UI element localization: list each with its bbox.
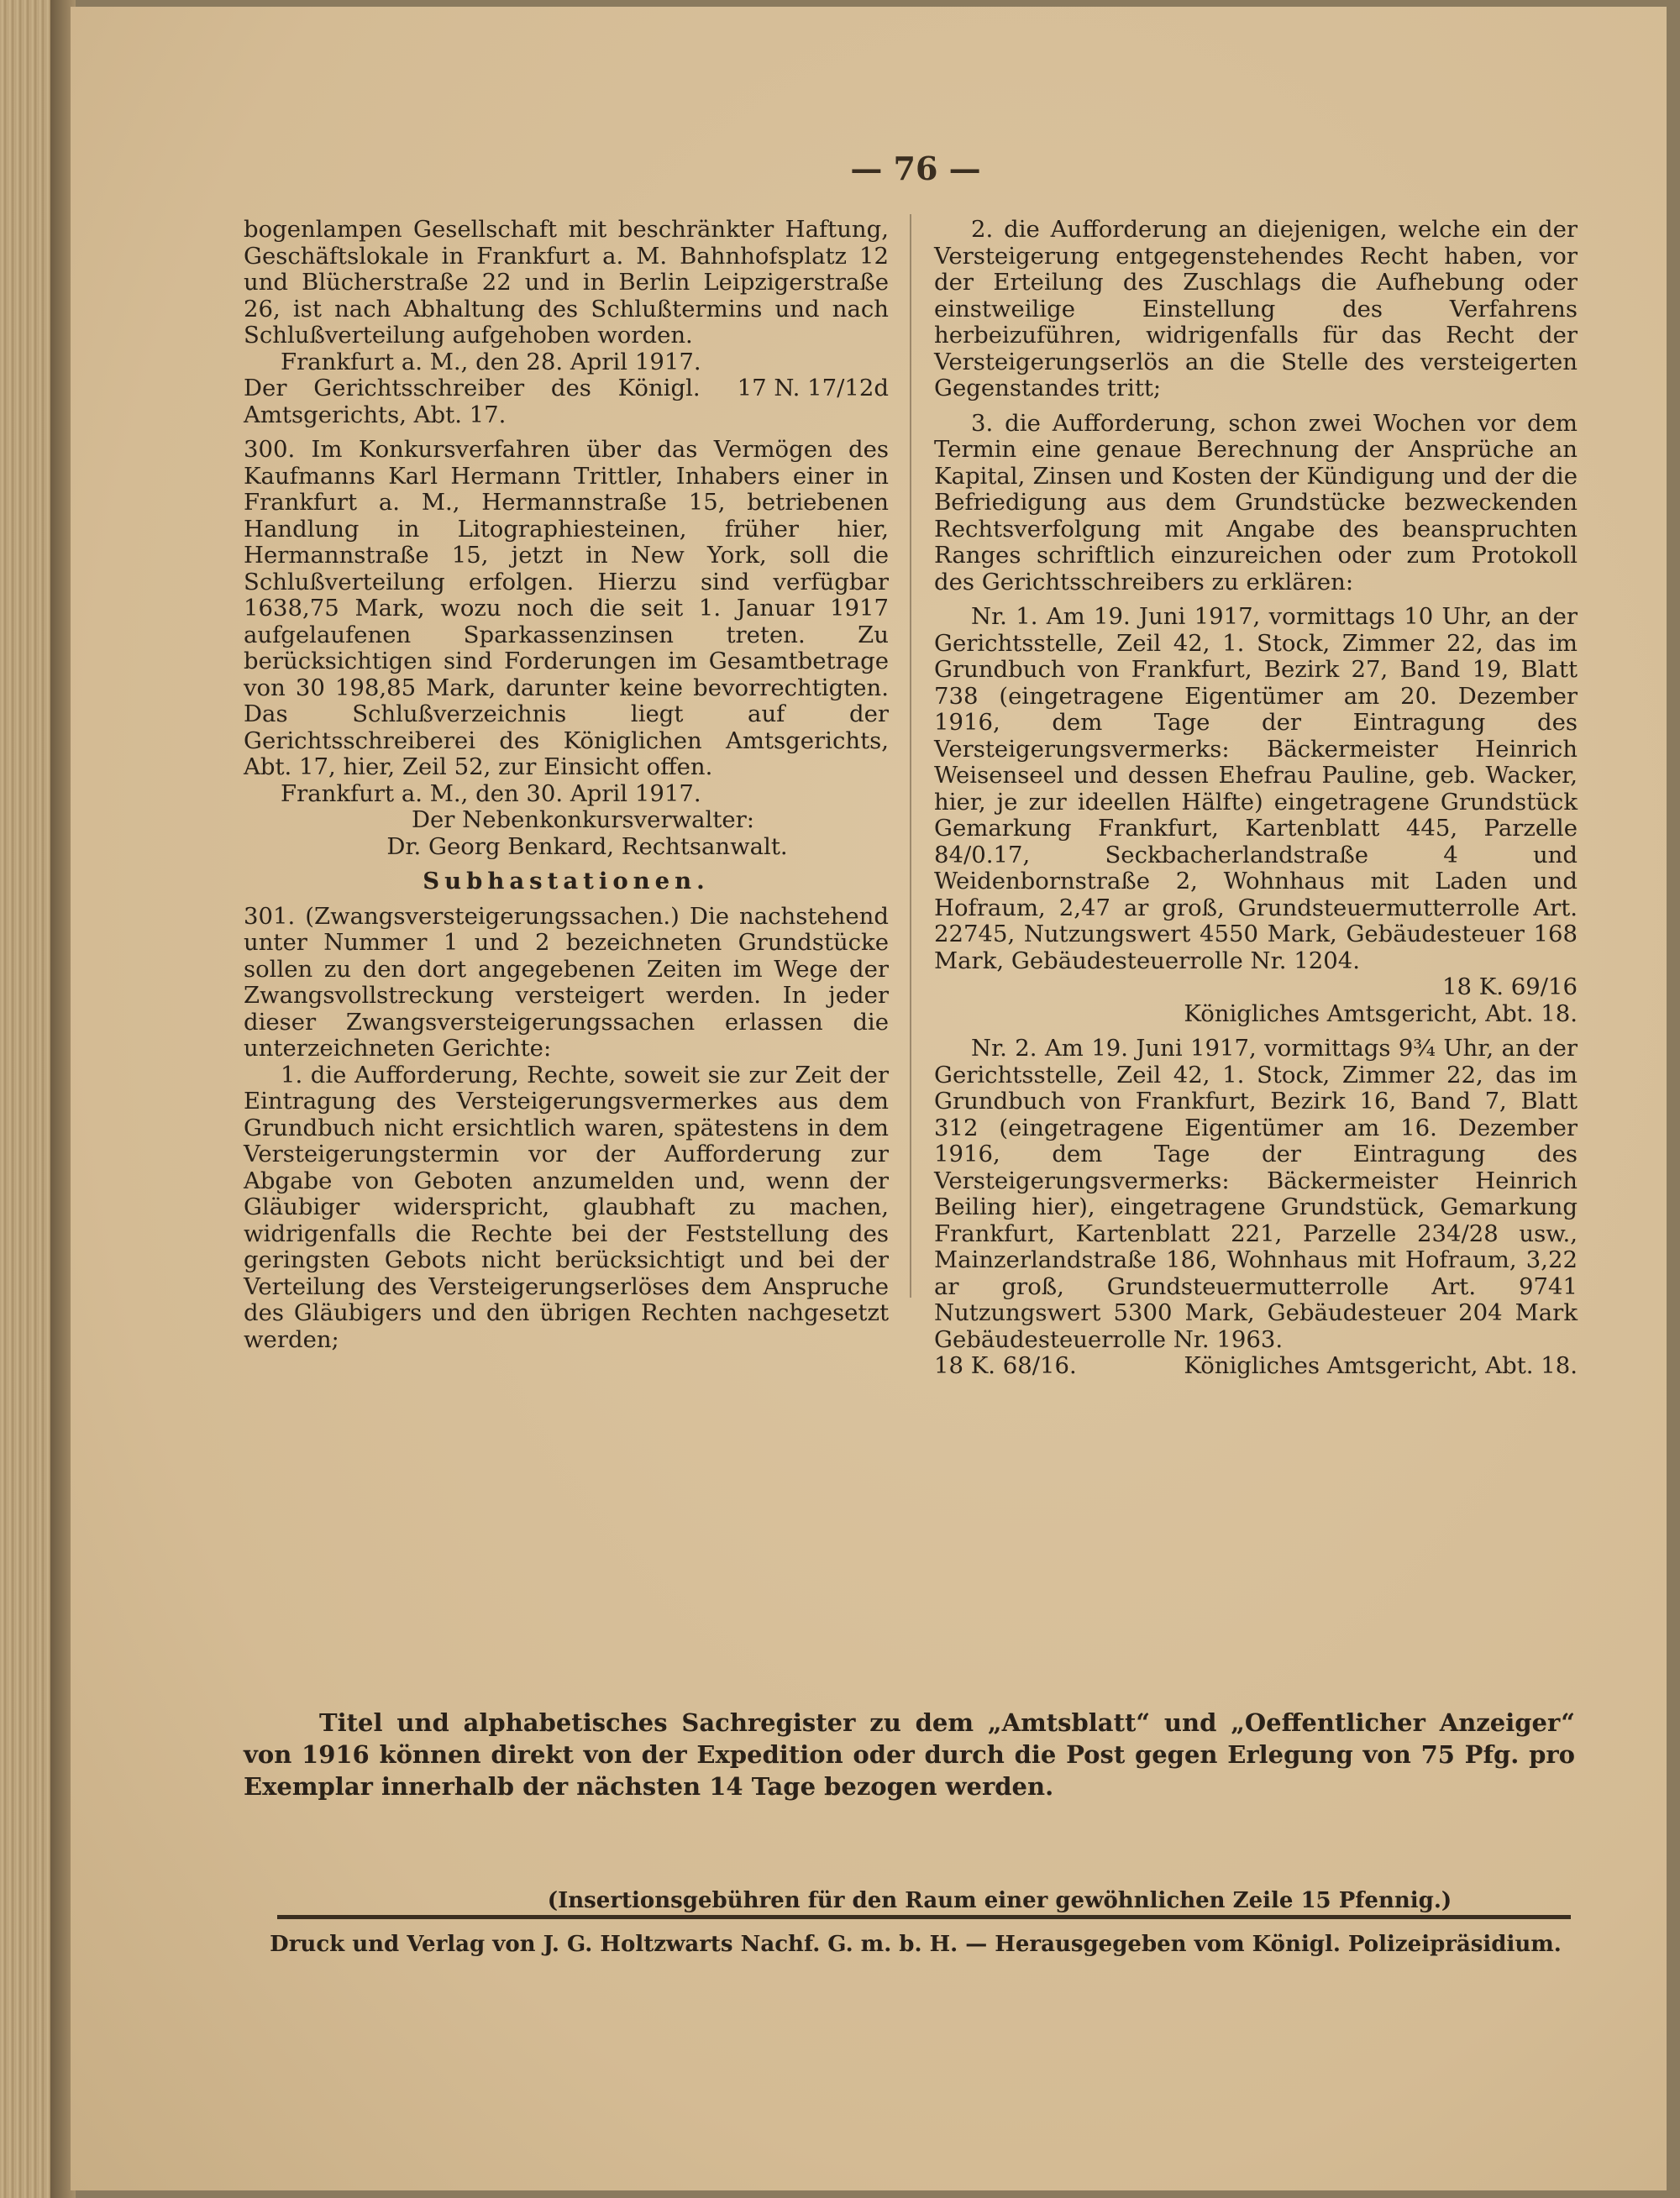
right-signature-2: Königliches Amtsgericht, Abt. 18. [1184,1352,1578,1379]
left-signature-1: Der Gerichtsschreiber des Königl. Amtsgerichts, Abt. 17. [244,375,701,428]
column-divider [910,214,911,1298]
left-file-ref-1: 17 N. 17/12d [737,375,889,401]
left-dateline-1 [244,348,889,401]
right-paragraph-4: Nr. 2. Am 19. Juni 1917, vormittags 9¾ Uhr, an der Gerichtsstelle, Zeil 42, 1. Stock, Zimmer 22, das im Grundbuch von Frankfurt, Bezirk 16, Band 7, Blatt 312 (eingetragene Eigentümer am 16. Dezember 1916, dem Tage der Eintragung des Versteigerungsvermerks: Bäckermeister Heinrich Beiling hier), eingetragene Grundstück, Gemarkung Frankfurt, Kartenblatt 221, Parzelle 234/28 usw., Mainzerlandstraße 186, Wohnhaus mit Hofraum, 3,22 ar groß, Grundsteuermutterrolle Art. 9741 Nutzungswert 5300 Mark, Gebäudesteuer 204 Mark Gebäudesteuerrolle Nr. 1963. [934,1035,1578,1353]
left-place-date-1: Frankfurt a. M., den 28. April 1917. [281,348,701,375]
subscription-notice: Titel und alphabetisches Sachregister zu dem „Amtsblatt“ und „Oeffentlicher Anzeiger“ von 1916 können direkt von der Expedition oder durch die Post gegen Erlegung von 75 Pfg. pro Exemplar innerhalb der nächsten 14 Tage bezogen werden. [244,1708,1575,1801]
left-signature-name: Dr. Georg Benkard, Rechtsanwalt. [386,832,788,860]
section-heading: Subhastationen. [423,868,710,894]
right-closing-line [934,1353,1578,1380]
left-paragraph-3: 301. (Zwangsversteigerungssachen.) Die nachstehend unter Nummer 1 und 2 bezeichneten Grundstücke sollen zu den dort angegebenen Zeiten im Wege der Zwangsvollstreckung versteigert werden. In jeder dieser Zwangsversteigerungssachen erlassen die unterzeichneten Gerichte: [244,902,889,1062]
left-paragraph-4: 1. die Aufforderung, Rechte, soweit sie zur Zeit der Eintragung des Versteigerungsvermerkes aus dem Grundbuch nicht ersichtlich waren, spätestens in dem Versteigerungstermin vor der Aufforderung zur Abgabe von Geboten anzumelden und, wenn der Gläubiger widerspricht, glaubhaft zu machen, widrigenfalls die Rechte bei der Feststellung des geringsten Gebots nicht berücksichtigt und bei der Verteilung des Versteigerungserlöses dem Anspruche des Gläubigers und den übrigen Rechten nachgesetzt werden; [244,1061,889,1353]
right-file-ref-2: 18 K. 68/16. [934,1352,1077,1379]
left-paragraph-1: bogenlampen Gesellschaft mit beschränkter Haftung, Geschäftslokale in Frankfurt a. M. Bahnhofsplatz 12 und Blücherstraße 22 und in Berlin Leipzigerstraße 26, ist nach Abhaltung des Schlußtermins und nach Schlußverteilung aufgehoben worden. [244,216,889,349]
right-paragraph-2: 3. die Aufforderung, schon zwei Wochen vor dem Termin eine genaue Berechnung der Ansprüche an Kapital, Zinsen und Kosten der Kündigung und der die Befriedigung aus dem Grundstücke bezweckenden Rechtsverfolgung mit Angabe des beanspruchten Ranges schriftlich einzureichen oder zum Protokoll des Gerichtsschreibers zu erklären: [934,409,1578,595]
right-paragraph-3: Nr. 1. Am 19. Juni 1917, vormittags 10 Uhr, an der Gerichtsstelle, Zeil 42, 1. Stock, Zimmer 22, das im Grundbuch von Frankfurt, Bezirk 27, Band 19, Blatt 738 (eingetragene Eigentümer am 20. Dezember 1916, dem Tage der Eintragung des Versteigerungsvermerks: Bäckermeister Heinrich Weisenseel und dessen Ehefrau Pauline, geb. Wacker, hier, je zur ideellen Hälfte) eingetragene Grundstück Gemarkung Frankfurt, Kartenblatt 445, Parzelle 84/0.17, Seckbacherlandstraße 4 und Weidenbornstraße 2, Wohnhaus mit Laden und Hofraum, 2,47 ar groß, Grundsteuermutterrolle Art. 22745, Nutzungswert 4550 Mark, Gebäudesteuer 168 Mark, Gebäudesteuerrolle Nr. 1204. [934,603,1578,974]
left-column [244,217,889,1353]
right-column [934,217,1578,1380]
right-signature-1: Königliches Amtsgericht, Abt. 18. [1184,999,1578,1027]
left-place-date-2: Frankfurt a. M., den 30. April 1917. [281,779,701,807]
printer-imprint: Druck und Verlag von J. G. Holtzwarts Nachf. G. m. b. H. — Herausgegeben vom Königl. Polizeipräsidium. [270,1932,1562,1957]
left-paragraph-2: 300. Im Konkursverfahren über das Vermögen des Kaufmanns Karl Hermann Trittler, Inhabers einer in Frankfurt a. M., Hermannstraße 15, betriebenen Handlung in Litographiesteinen, früher hier, Hermannstraße 15, jetzt in New York, soll die Schlußverteilung erfolgen. Hierzu sind verfügbar 1638,75 Mark, wozu noch die seit 1. Januar 1917 aufgelaufenen Sparkassenzinsen treten. Zu berücksichtigen sind Forderungen im Gesamtbetrage von 30 198,85 Mark, darunter keine bevorrechtigten. Das Schlußverzeichnis liegt auf der Gerichtsschreiberei des Königlichen Amtsgerichts, Abt. 17, hier, Zeil 52, zur Einsicht offen. [244,436,889,780]
footer-rule [277,1915,1571,1919]
right-paragraph-1: 2. die Aufforderung an diejenigen, welche ein der Versteigerung entgegenstehendes Recht haben, vor der Erteilung des Zuschlags die Aufhebung oder einstweilige Einstellung des Verfahrens herbeizuführen, widrigenfalls für das Recht der Versteigerungserlös an die Stelle des versteigerten Gegenstandes tritt; [934,216,1578,401]
insertion-fee-note: (Insertionsgebühren für den Raum einer gewöhnlichen Zeile 15 Pfennig.) [547,1888,1452,1913]
left-signature-title: Der Nebenkonkursverwalter: [411,806,755,833]
page-number: — 76 — [850,150,981,187]
right-file-ref-1: 18 K. 69/16 [1441,973,1578,1000]
